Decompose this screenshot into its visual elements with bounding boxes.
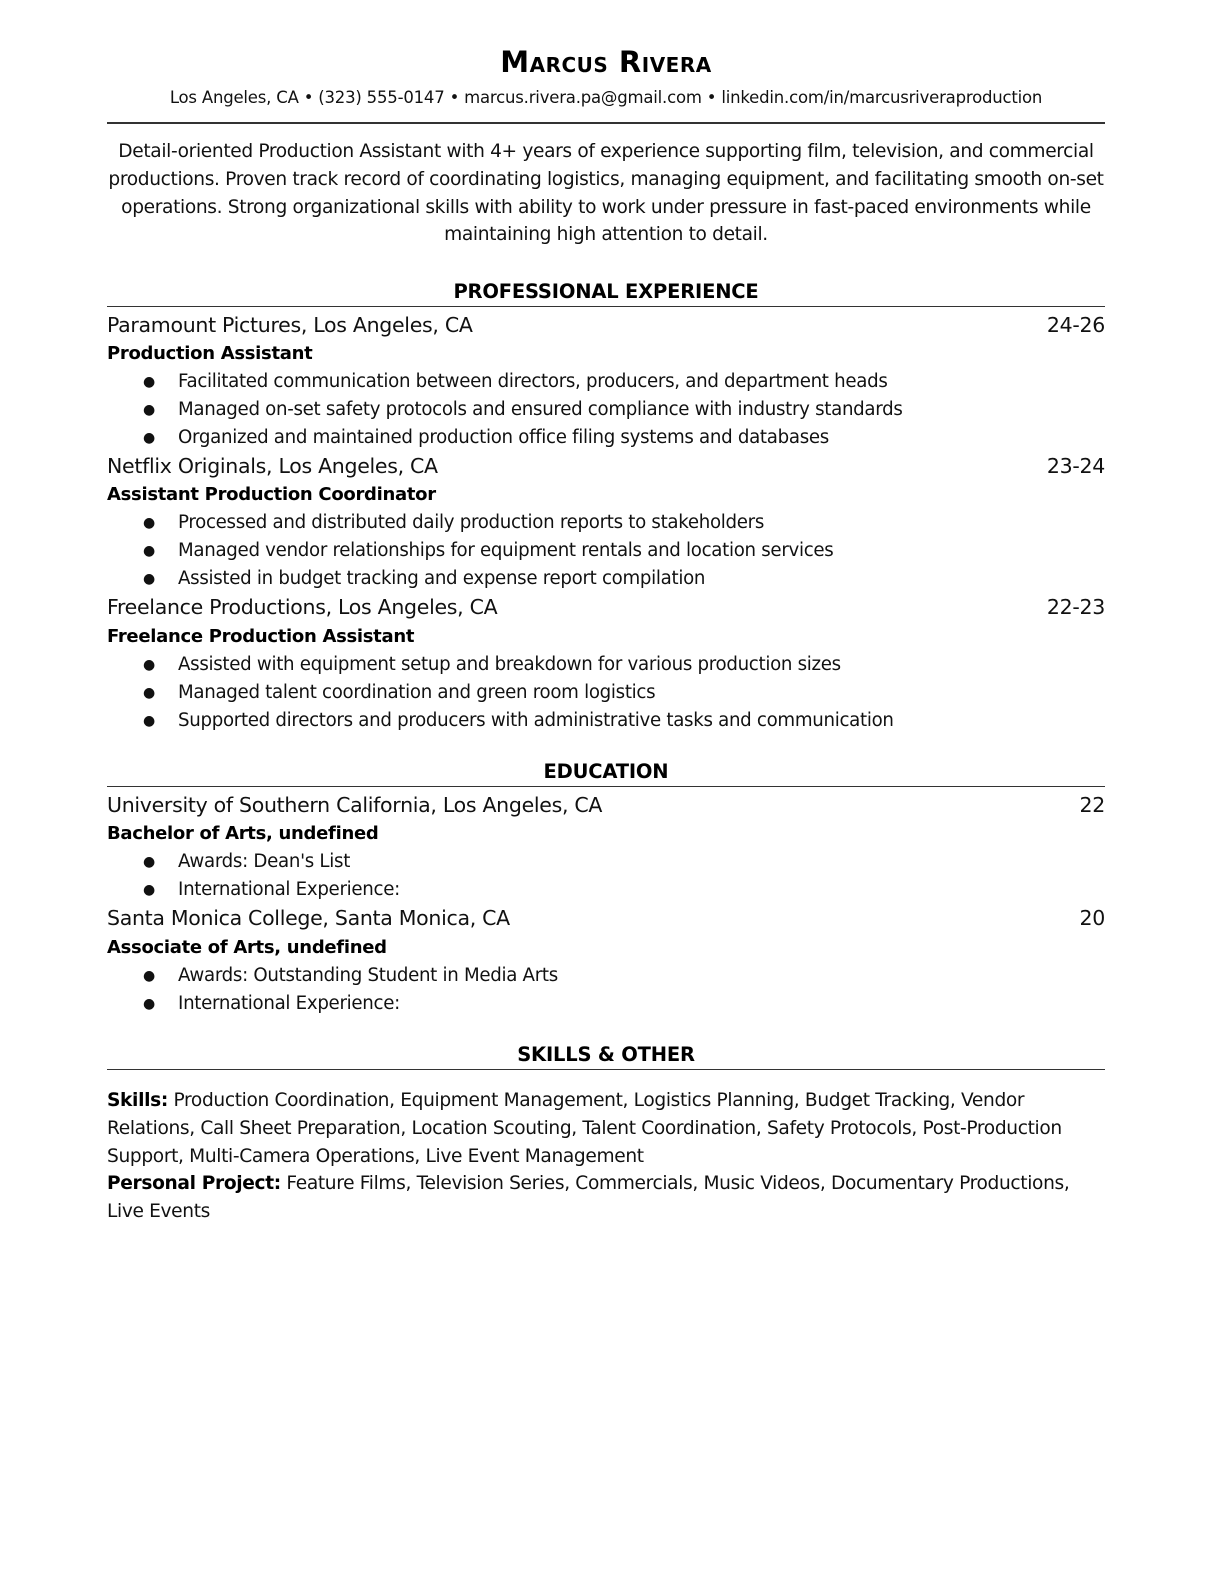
bullet-icon: ● xyxy=(143,430,155,446)
bullet-icon: ● xyxy=(143,571,155,587)
contact-line: Los Angeles, CA • (323) 555-0147 • marcus.rivera.pa@gmail.com • linkedin.com/in/marcusriveraproduction xyxy=(169,88,1043,107)
degree: Associate of Arts, undefined xyxy=(107,937,387,958)
candidate-name: Marcus Rivera xyxy=(500,45,712,79)
section-title-experience: PROFESSIONAL EXPERIENCE xyxy=(453,280,759,303)
section-divider-skills xyxy=(107,1069,1105,1070)
summary-paragraph: Detail-oriented Production Assistant with 4+ years of experience supporting film, television, and commercial productions. Proven track record of coordinating logistics, managing equipment, and facilitating smooth on-set operations. Strong organizational skills with ability to work under pressure in fast-paced environments while maintaining high attention to detail. xyxy=(108,141,1104,246)
date-range: 24-26 xyxy=(1046,313,1105,337)
bullet-icon: ● xyxy=(143,996,155,1012)
personal-project-label: Personal Project: xyxy=(107,1173,281,1194)
section-title-skills: SKILLS & OTHER xyxy=(517,1043,695,1066)
employer: Paramount Pictures, Los Angeles, CA xyxy=(107,313,473,337)
graduation-year: 22 xyxy=(1079,793,1105,817)
job-title: Production Assistant xyxy=(107,343,313,364)
experience-entry-header xyxy=(107,452,1105,480)
experience-entry-header xyxy=(107,311,1105,339)
bullet-icon: ● xyxy=(143,854,155,870)
bullet-icon: ● xyxy=(143,515,155,531)
school: University of Southern California, Los Angeles, CA xyxy=(107,793,603,817)
skills-paragraph xyxy=(107,1087,1105,1170)
job-title: Assistant Production Coordinator xyxy=(107,484,436,505)
employer: Netflix Originals, Los Angeles, CA xyxy=(107,454,438,478)
bullet-icon: ● xyxy=(143,402,155,418)
bullet-icon: ● xyxy=(143,657,155,673)
personal-project-list: Feature Films, Television Series, Commercials, Music Videos, Documentary Productions, Live Events xyxy=(107,1173,1070,1222)
header-divider xyxy=(107,122,1105,124)
degree: Bachelor of Arts, undefined xyxy=(107,823,379,844)
job-title: Freelance Production Assistant xyxy=(107,626,415,647)
personal-project-paragraph xyxy=(107,1170,1105,1226)
skills-label: Skills: xyxy=(107,1090,168,1111)
bullet-icon: ● xyxy=(143,374,155,390)
education-entry-header xyxy=(107,904,1105,932)
skills-list: Production Coordination, Equipment Management, Logistics Planning, Budget Tracking, Vendor Relations, Call Sheet Preparation, Location Scouting, Talent Coordination, Safety Protocols, Post-Production Support, Multi-Camera Operations, Live Event Management xyxy=(107,1090,1062,1167)
bullet-icon: ● xyxy=(143,685,155,701)
bullet-icon: ● xyxy=(143,543,155,559)
section-divider-experience xyxy=(107,306,1105,307)
graduation-year: 20 xyxy=(1079,906,1105,930)
date-range: 23-24 xyxy=(1046,454,1105,478)
bullet-icon: ● xyxy=(143,968,155,984)
section-divider-education xyxy=(107,786,1105,787)
date-range: 22-23 xyxy=(1046,595,1105,619)
education-entry-header xyxy=(107,791,1105,819)
section-title-education: EDUCATION xyxy=(543,760,669,783)
bullet-icon: ● xyxy=(143,882,155,898)
employer: Freelance Productions, Los Angeles, CA xyxy=(107,595,498,619)
experience-entry-header xyxy=(107,593,1105,621)
school: Santa Monica College, Santa Monica, CA xyxy=(107,906,510,930)
bullet-icon: ● xyxy=(143,713,155,729)
